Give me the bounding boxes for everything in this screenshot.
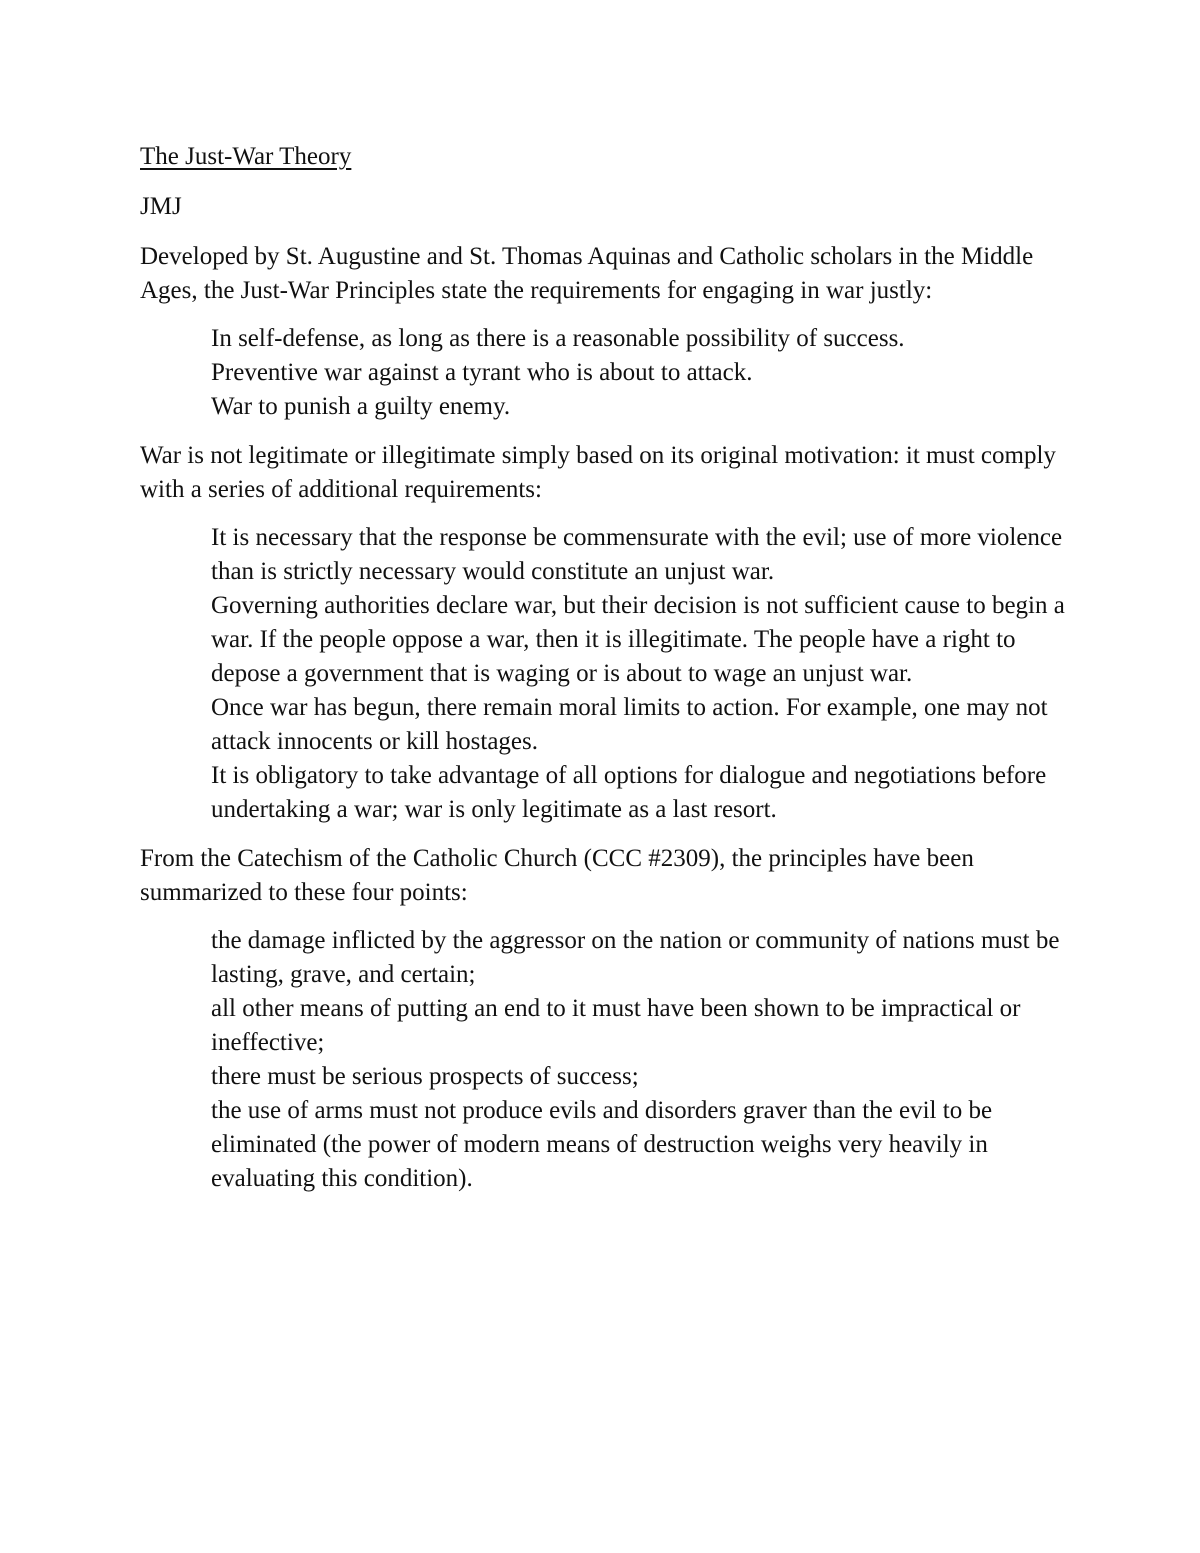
list-item: Preventive war against a tyrant who is about to attack. [211,359,753,386]
list-item: all other means of putting an end to it must have been shown to be impractical or ineffective; [211,995,1021,1056]
list-item: the use of arms must not produce evils and disorders graver than the evil to be eliminated (the power of modern means of destruction weighs very heavily in evaluating this condition). [211,1097,993,1192]
intro-paragraph: Developed by St. Augustine and St. Thomas Aquinas and Catholic scholars in the Middle Ages, the Just-War Principles state the requirements for engaging in war justly: [140,243,1034,304]
list-item: Governing authorities declare war, but their decision is not sufficient cause to begin a war. If the people oppose a war, then it is illegitimate. The people have a right to depose a government that is waging or is about to wage an unjust war. [211,592,1065,687]
list-item: War to punish a guilty enemy. [211,393,511,420]
list-item: Once war has begun, there remain moral limits to action. For example, one may not attack innocents or kill hostages. [211,694,1048,755]
catechism-points-list [140,924,1070,1196]
document-initials: JMJ [140,193,182,220]
list-item: there must be serious prospects of success; [211,1063,639,1090]
catechism-paragraph: From the Catechism of the Catholic Church (CCC #2309), the principles have been summarized to these four points: [140,845,974,906]
list-item: the damage inflicted by the aggressor on the nation or community of nations must be lasting, grave, and certain; [211,927,1060,988]
document-page [140,140,1070,1211]
war-justification-list [140,322,1070,424]
requirements-paragraph: War is not legitimate or illegitimate simply based on its original motivation: it must comply with a series of additional requirements: [140,442,1056,503]
additional-requirements-list [140,521,1070,827]
list-item: It is necessary that the response be commensurate with the evil; use of more violence than is strictly necessary would constitute an unjust war. [211,524,1063,585]
document-title: The Just-War Theory [140,143,352,170]
list-item: In self-defense, as long as there is a reasonable possibility of success. [211,325,905,352]
list-item: It is obligatory to take advantage of all options for dialogue and negotiations before undertaking a war; war is only legitimate as a last resort. [211,762,1047,823]
